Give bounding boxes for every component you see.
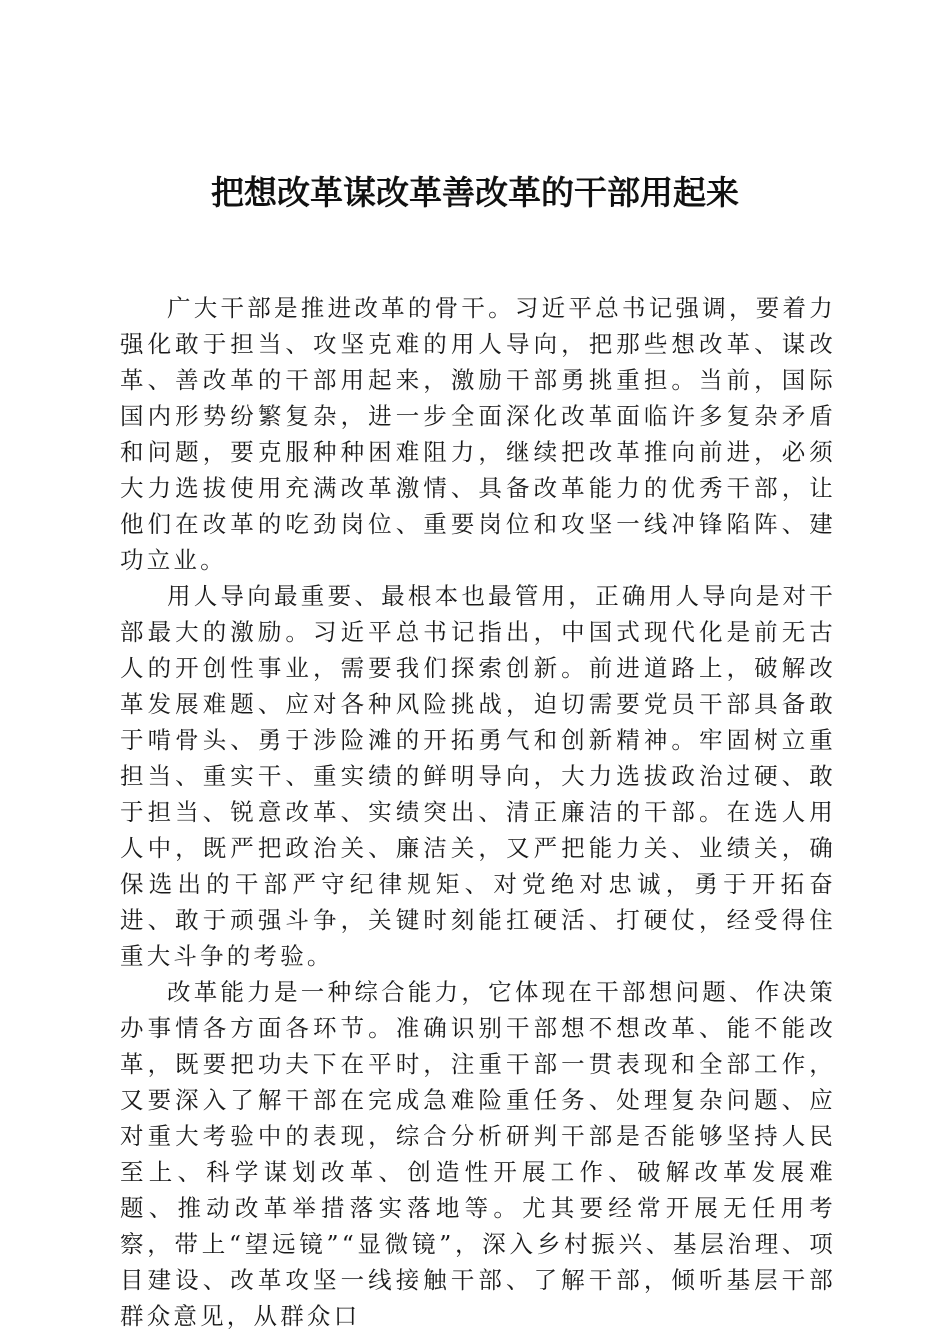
- paragraph-3: 改革能力是一种综合能力，它体现在干部想问题、作决策办事情各方面各环节。准确识别干部想不想改革、能不能改革，既要把功夫下在平时，注重干部一贯表现和全部工作，又要深入了解干部在完成急难险重任务、处理复杂问题、应对重大考验中的表现，综合分析研判干部是否能够坚持人民至上、科学谋划改革、创造性开展工作、破解改革发展难题、推动改革举措落实落地等。尤其要经常开展无任用考察，带上“望远镜”“显微镜”，深入乡村振兴、基层治理、项目建设、改革攻坚一线接触干部、了解干部，倾听基层干部群众意见，从群众口: [120, 978, 836, 1330]
- paragraph-2: 用人导向最重要、最根本也最管用，正确用人导向是对干部最大的激励。习近平总书记指出，中国式现代化是前无古人的开创性事业，需要我们探索创新。前进道路上，破解改革发展难题、应对各种风险挑战，迫切需要党员干部具备敢于啃骨头、勇于涉险滩的开拓勇气和创新精神。牢固树立重担当、重实干、重实绩的鲜明导向，大力选拔政治过硬、敢于担当、锐意改革、实绩突出、清正廉洁的干部。在选人用人中，既严把政治关、廉洁关，又严把能力关、业绩关，确保选出的干部严守纪律规矩、对党绝对忠诚，勇于开拓奋进、敢于顽强斗争，关键时刻能扛硬活、打硬仗，经受得住重大斗争的考验。: [120, 582, 836, 970]
- article-body: [120, 290, 836, 1334]
- paragraph-1: 广大干部是推进改革的骨干。习近平总书记强调，要着力强化敢于担当、攻坚克难的用人导向，把那些想改革、谋改革、善改革的干部用起来，激励干部勇挑重担。当前，国际国内形势纷繁复杂，进一步全面深化改革面临许多复杂矛盾和问题，要克服种种困难阻力，继续把改革推向前进，必须大力选拔使用充满改革激情、具备改革能力的优秀干部，让他们在改革的吃劲岗位、重要岗位和攻坚一线冲锋陷阵、建功立业。: [120, 294, 836, 574]
- page-title: 把想改革谋改革善改革的干部用起来: [211, 173, 739, 212]
